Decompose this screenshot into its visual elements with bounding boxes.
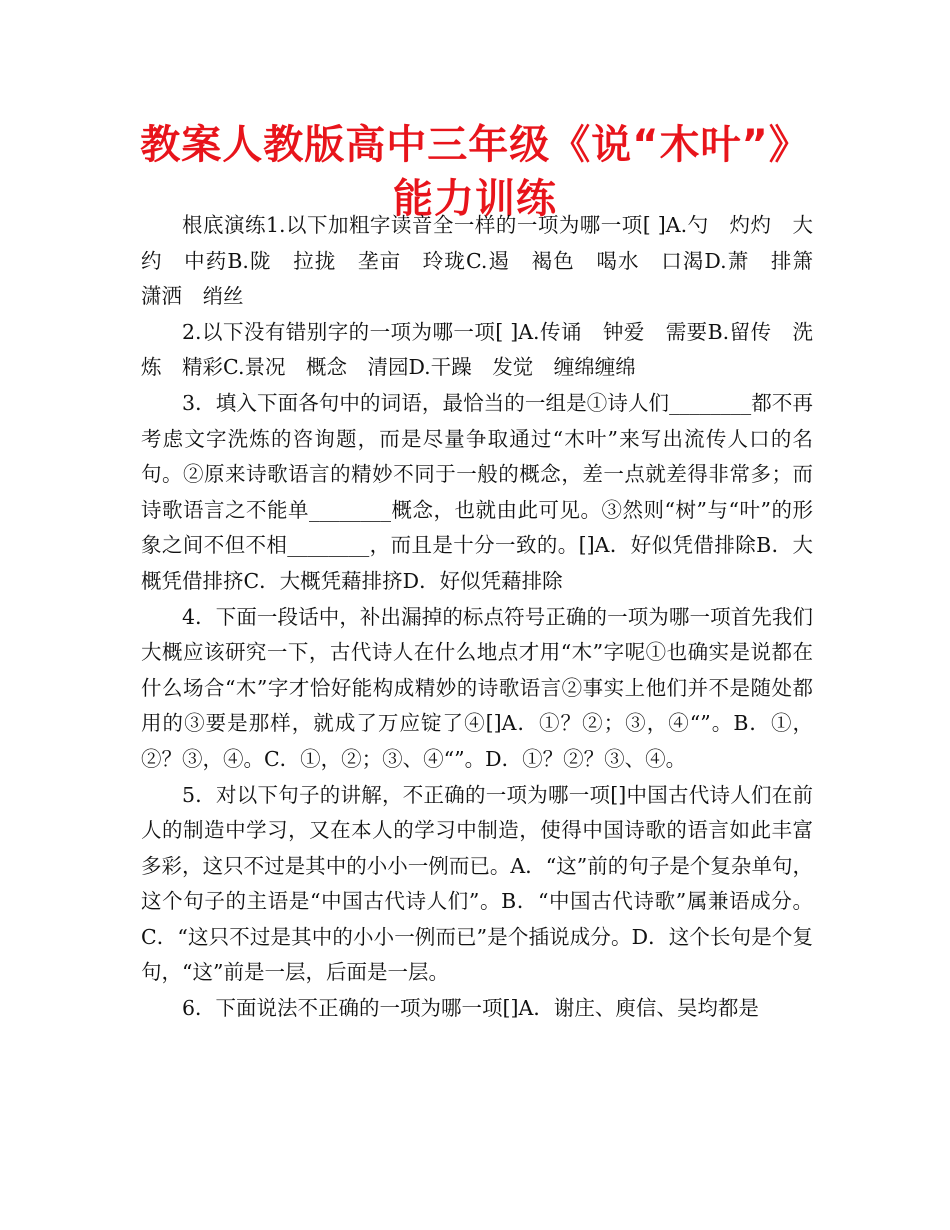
document-title: 教案人教版高中三年级《说“木叶”》能力训练 xyxy=(140,122,810,222)
paragraph-q3: 3．填入下面各句中的词语，最恰当的一组是①诗人们________都不再考虑文字洗炼的咨询题，而是尽量争取通过“木叶”来写出流传人口的名句。②原来诗歌语言的精妙不同于一般的概念，差一点就差得非常多；而诗歌语言之不能单________概念，也就由此可见。③然则“树”与“叶”的形象之间不但不相________，而且是十分一致的。[]A．好似凭借排除B．大概凭借排挤C．大概凭藉排挤D．好似凭藉排除 xyxy=(141,390,813,593)
paragraph-basic-drill-q1: 根底演练1.以下加粗字读音全一样的一项为哪一项[ ]A.勺 灼灼 大约 中药B.陇 拉拢 垄亩 玲珑C.遏 褐色 喝水 口渴D.萧 排箫 潇洒 绡丝 xyxy=(141,213,834,309)
document-body xyxy=(141,208,834,1027)
paragraph-q5: 5．对以下句子的讲解，不正确的一项为哪一项[]中国古代诗人们在前人的制造中学习，又在本人的学习中制造，使得中国诗歌的语言如此丰富多彩，这只不过是其中的小小一例而已。A．“这”前的句子是个复杂单句，这个句子的主语是“中国古代诗人们”。B．“中国古代诗歌”属兼语成分。C．“这只不过是其中的小小一例而已”是个插说成分。D．这个长句是个复句，“这”前是一层，后面是一层。 xyxy=(141,782,813,985)
paragraph-q4: 4．下面一段话中，补出漏掉的标点符号正确的一项为哪一项首先我们大概应该研究一下，古代诗人在什么地点才用“木”字呢①也确实是说都在什么场合“木”字才恰好能构成精妙的诗歌语言②事实上他们并不是随处都用的③要是那样，就成了万应锭了④[]A．①？②；③，④“”。B．①，②？③，④。C．①，②；③、④“”。D．①？②？③、④。 xyxy=(141,604,813,771)
paragraph-q6: 6．下面说法不正确的一项为哪一项[]A．谢庄、庾信、吴均都是 xyxy=(182,996,759,1021)
paragraph-q2: 2.以下没有错别字的一项为哪一项[ ]A.传诵 钟爱 需要B.留传 洗炼 精彩C.景况 概念 清园D.干躁 发觉 缠绵缠绵 xyxy=(141,319,813,380)
